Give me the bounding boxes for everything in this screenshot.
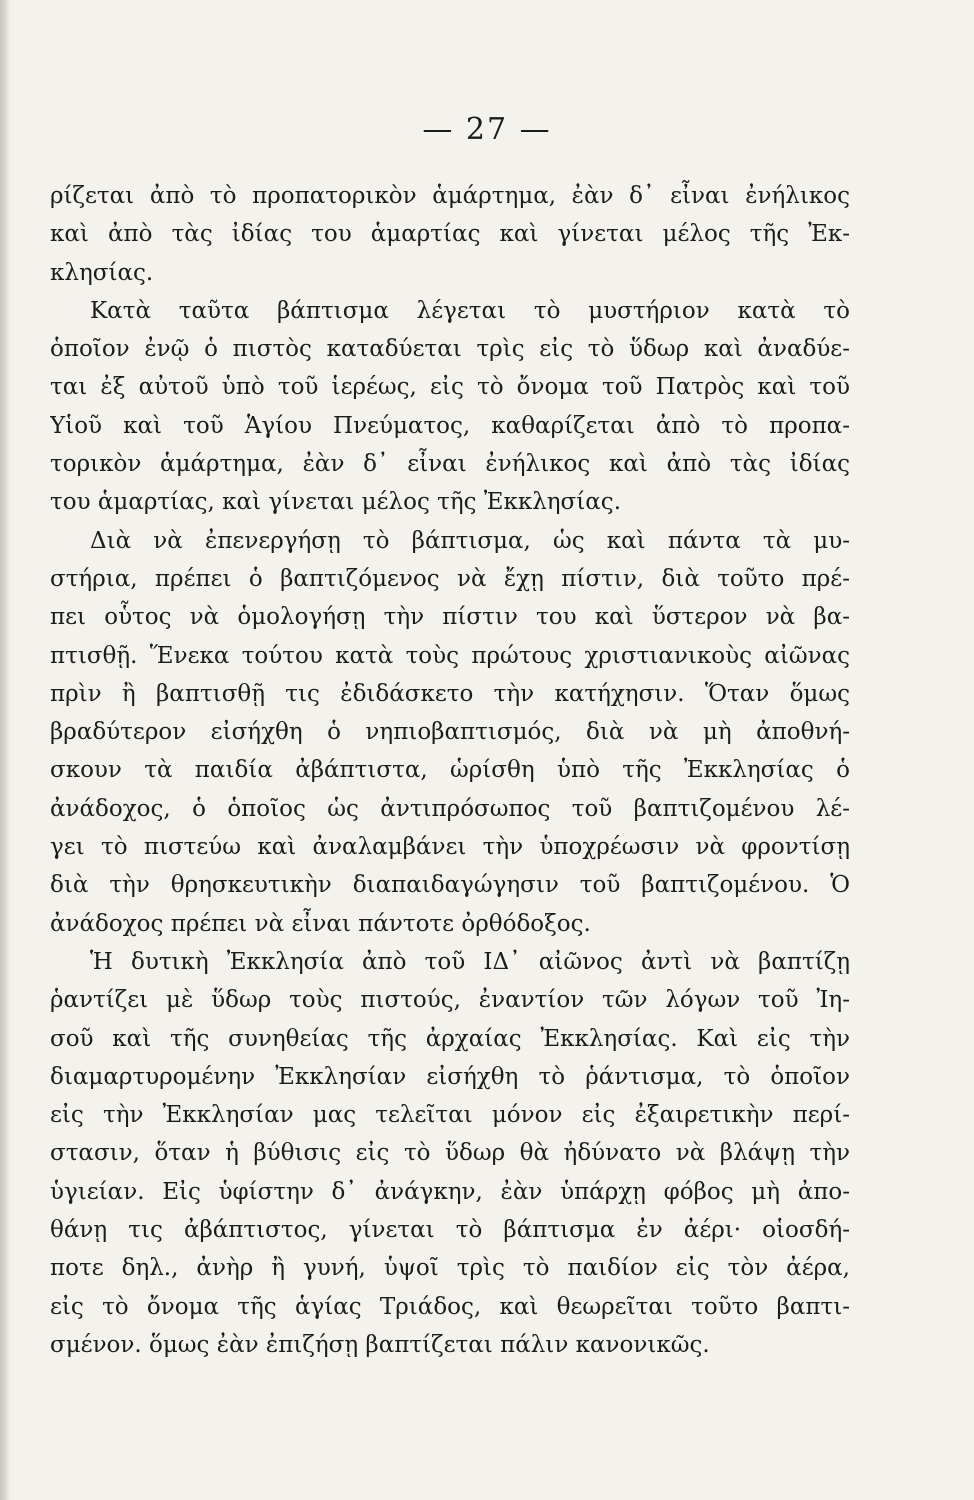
text-line: διὰ τὴν θρησκευτικὴν διαπαιδαγώγησιν τοῦ βαπτιζομένου. Ὁ <box>50 872 850 899</box>
text-line: εἰς τὸ ὄνομα τῆς ἁγίας Τριάδος, καὶ θεωρεῖται τοῦτο βαπτι- <box>50 1293 850 1320</box>
paragraph <box>50 177 850 292</box>
paragraph <box>50 292 850 522</box>
text-line: στασιν, ὅταν ἡ βύθισις εἰς τὸ ὕδωρ θὰ ἠδύνατο νὰ βλάψῃ τὴν <box>50 1140 850 1167</box>
text-line: στήρια, πρέπει ὁ βαπτιζόμενος νὰ ἔχῃ πίστιν, διὰ τοῦτο πρέ- <box>50 565 850 592</box>
text-line: ποτε δηλ., ἀνὴρ ἢ γυνή, ὑψοῖ τρὶς τὸ παιδίον εἰς τὸν ἀέρα, <box>50 1255 850 1282</box>
text-line: Διὰ νὰ ἐπενεργήσῃ τὸ βάπτισμα, ὡς καὶ πάντα τὰ μυ- <box>90 527 850 554</box>
text-line: ἀνάδοχος, ὁ ὁποῖος ὡς ἀντιπρόσωπος τοῦ βαπτιζομένου λέ- <box>50 795 850 822</box>
text-line: πρὶν ἢ βαπτισθῇ τις ἐδιδάσκετο τὴν κατήχησιν. Ὅταν ὅμως <box>50 680 850 707</box>
text-line: εἰς τὴν Ἐκκλησίαν μας τελεῖται μόνον εἰς ἐξαιρετικὴν περί- <box>50 1102 850 1129</box>
text-line: Ἡ δυτικὴ Ἐκκλησία ἀπὸ τοῦ ΙΔ᾽ αἰῶνος ἀντὶ νὰ βαπτίζῃ <box>90 948 850 975</box>
text-line: διαμαρτυρομένην Ἐκκλησίαν εἰσήχθη τὸ ῥάντισμα, τὸ ὁποῖον <box>50 1063 850 1090</box>
text-line: γει τὸ πιστεύω καὶ ἀναλαμβάνει τὴν ὑποχρέωσιν νὰ φροντίσῃ <box>50 834 850 861</box>
text-line: ἀνάδοχος πρέπει νὰ εἶναι πάντοτε ὀρθόδοξος. <box>50 910 591 937</box>
text-line: σοῦ καὶ τῆς συνηθείας τῆς ἀρχαίας Ἐκκλησίας. Καὶ εἰς τὴν <box>50 1025 850 1052</box>
text-line: ται ἐξ αὐτοῦ ὑπὸ τοῦ ἱερέως, εἰς τὸ ὄνομα τοῦ Πατρὸς καὶ τοῦ <box>50 374 850 401</box>
text-line: ρίζεται ἀπὸ τὸ προπατορικὸν ἁμάρτημα, ἐὰν δ᾽ εἶναι ἐνήλικος <box>50 183 850 209</box>
paragraph <box>50 943 850 1364</box>
text-line: τορικὸν ἁμάρτημα, ἐὰν δ᾽ εἶναι ἐνήλικος καὶ ἀπὸ τὰς ἰδίας <box>50 451 850 478</box>
text-line: του ἁμαρτίας, καὶ γίνεται μέλος τῆς Ἐκκλησίας. <box>50 489 622 516</box>
paragraph <box>50 522 850 943</box>
text-line: ὁποῖον ἐνῷ ὁ πιστὸς καταδύεται τρὶς εἰς τὸ ὕδωρ καὶ ἀναδύε- <box>50 336 850 363</box>
text-line: ῥαντίζει μὲ ὕδωρ τοὺς πιστούς, ἐναντίον τῶν λόγων τοῦ Ἰη- <box>50 987 850 1014</box>
body-text <box>50 177 850 1364</box>
text-line: σμένον. ὅμως ἐὰν ἐπιζήσῃ βαπτίζεται πάλιν κανονικῶς. <box>50 1331 710 1358</box>
text-line: ὑγιείαν. Εἰς ὑφίστην δ᾽ ἀνάγκην, ἐὰν ὑπάρχῃ φόβος μὴ ἀπο- <box>50 1178 850 1205</box>
text-line: βραδύτερον εἰσήχθη ὁ νηπιοβαπτισμός, διὰ νὰ μὴ ἀποθνή- <box>50 719 850 746</box>
text-line: Υἱοῦ καὶ τοῦ Ἁγίου Πνεύματος, καθαρίζεται ἀπὸ τὸ προπα- <box>50 412 850 439</box>
text-line: καὶ ἀπὸ τὰς ἰδίας του ἁμαρτίας καὶ γίνεται μέλος τῆς Ἐκ- <box>50 221 850 248</box>
page-binding-edge <box>0 0 10 1500</box>
text-line: σκουν τὰ παιδία ἀβάπτιστα, ὡρίσθη ὑπὸ τῆς Ἐκκλησίας ὁ <box>50 757 850 784</box>
text-line: πτισθῇ. Ἕνεκα τούτου κατὰ τοὺς πρώτους χριστιανικοὺς αἰῶνας <box>50 642 850 669</box>
text-line: θάνῃ τις ἀβάπτιστος, γίνεται τὸ βάπτισμα ἐν ἀέρι· οἱοσδή- <box>50 1217 850 1244</box>
text-line: Κατὰ ταῦτα βάπτισμα λέγεται τὸ μυστήριον κατὰ τὸ <box>90 297 850 324</box>
page-number: — 27 — <box>422 112 552 147</box>
text-line: πει οὗτος νὰ ὁμολογήσῃ τὴν πίστιν του καὶ ὕστερον νὰ βα- <box>50 604 850 631</box>
text-line: κλησίας. <box>50 259 154 286</box>
